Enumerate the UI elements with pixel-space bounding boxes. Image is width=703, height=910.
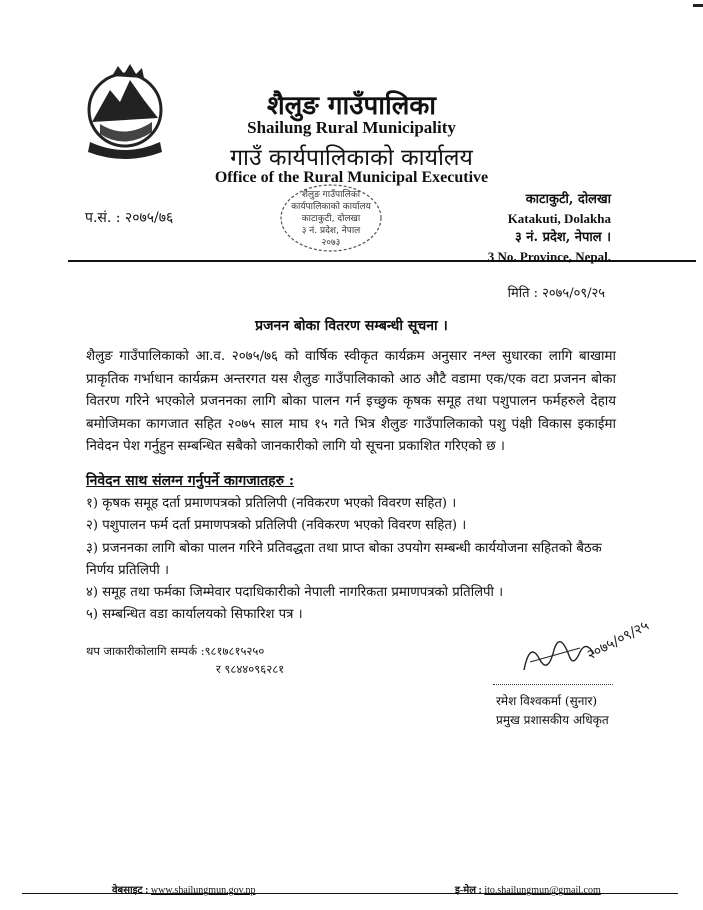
office-address [488, 190, 611, 266]
signature-line [493, 684, 613, 685]
list-item: ३) प्रजननका लागि बोका पालन गरिने प्रतिवद्धता तथा प्राप्त बोका उपयोग सम्बन्धी कार्ययोजना सहितको बैठक निर्णय प्रतिलिपी । [86, 540, 602, 578]
office-name-np: गाउँ कार्यपालिकाको कार्यालय [230, 145, 473, 171]
notice-date: मिति : २०७५/०९/२५ [507, 286, 605, 301]
signer-name: रमेश विश्वकर्मा (सुनार) [496, 694, 598, 708]
address-line-3: ३ नं. प्रदेश, नेपाल । [515, 230, 611, 245]
signer-block [496, 692, 609, 730]
signature-date: २०७५/०९/२५ [584, 617, 652, 664]
address-line-4: 3 No. Province, Nepal. [487, 249, 611, 264]
website-link[interactable]: www.shailungmun.gov.np [150, 885, 256, 896]
list-item: १) कृषक समूह दर्ता प्रमाणपत्रको प्रतिलिपी (नविकरण भएको विवरण सहित) । [86, 496, 457, 511]
stamp-line-2: कार्यपालिकाको कार्यालय [291, 202, 371, 212]
signer-title: प्रमुख प्रशासकीय अधिकृत [496, 713, 609, 727]
municipality-name-np: शैलुङ गाउँपालिका [266, 91, 437, 121]
address-line-2: Katakuti, Dolakha [507, 211, 611, 226]
contact-info [86, 642, 284, 678]
contact-line-2: र ९८४४०९६२८१ [216, 662, 285, 676]
page-edge-mark [693, 4, 703, 7]
documents-title: निवेदन साथ संलग्न गर्नुपर्ने कागजातहरु : [86, 473, 295, 489]
list-item: ४) समूह तथा फर्मका जिम्मेवार पदाधिकारीको नेपाली नागरिकता प्रमाणपत्रको प्रतिलिपी । [86, 585, 504, 601]
notice-subject: प्रजनन बोका वितरण सम्बन्धी सूचना । [255, 318, 448, 334]
list-item: ५) सम्बन्धित वडा कार्यालयको सिफारिश पत्र । [86, 607, 303, 623]
stamp-line-4: ३ नं. प्रदेश, नेपाल [301, 226, 361, 236]
list-item: २) पशुपालन फर्म दर्ता प्रमाणपत्रको प्रतिलिपी (नविकरण भएको विवरण सहित) । [86, 518, 467, 534]
email-label: इ-मेल : [455, 885, 482, 896]
stamp-line-5: २०७३ [321, 238, 341, 248]
email-link[interactable]: ito.shailungmun@gmail.com [484, 885, 601, 896]
notice-body: शैलुङ गाउँपालिकाको आ.व. २०७५/७६ को वार्षिक स्वीकृत कार्यक्रम अनुसार नश्ल सुधारका लागि बाखामा प्राकृतिक गर्भाधान कार्यक्रम अन्तरगत यस शैलुङ गाउँपालिकाको आठ औटै वडामा एक/एक वटा प्रजनन बोका वितरण गरिने भएकोले प्रजननका लागि बोका पालन गर्न इच्छुक कृषक समूह तथा पशुपालन फर्महरुले देहाय बमोजिमका कागजात सहित २०७५ साल माघ १५ गते भित्र शैलुङ गाउँपालिकाको पशु पंक्षी विकास इकाईमा निवेदन पेश गर्नुहुन सम्बन्धित सबैको जानकारीको लागि यो सूचना प्रकाशित गरिएको छ । [86, 349, 616, 454]
footer-divider [22, 893, 678, 894]
office-stamp-icon [276, 180, 386, 255]
reference-number: प.सं. : २०७५/७६ [85, 210, 174, 226]
office-name-en: Office of the Rural Municipal Executive [214, 169, 489, 186]
stamp-line-3: काटाकुटी, दोलखा [301, 214, 361, 224]
signature-icon [510, 600, 680, 682]
website-label: वेबसाइट : [112, 885, 149, 896]
header-divider [68, 260, 696, 262]
stamp-line-1: शैलुङ गाउँपालिका [301, 190, 361, 200]
address-line-1: काटाकुटी, दोलखा [525, 192, 611, 207]
contact-line-1: थप जाकारीकोलागि सम्पर्क :९८१७८१५२५० [86, 644, 265, 658]
municipality-name-en: Shailung Rural Municipality [247, 118, 456, 137]
